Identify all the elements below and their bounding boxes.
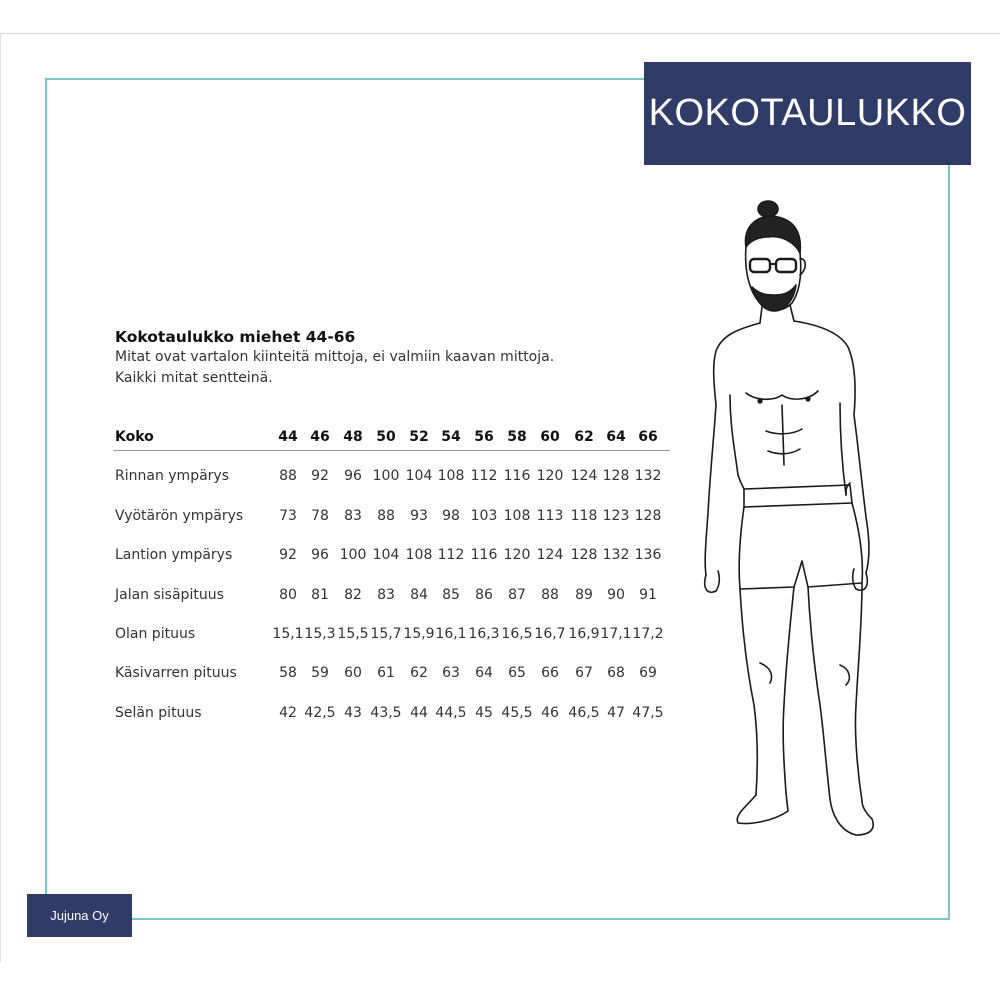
measurement-cell: 47,5 — [632, 705, 664, 721]
measurement-cell: 124 — [536, 547, 564, 563]
measurement-row-label: Rinnan ympärys — [115, 468, 229, 484]
measurement-cell: 42,5 — [304, 705, 336, 721]
measurement-cell: 42 — [279, 705, 297, 721]
measurement-cell: 132 — [602, 547, 630, 563]
measurement-cell: 45,5 — [501, 705, 533, 721]
measurement-cell: 128 — [570, 547, 598, 563]
top-divider — [0, 33, 1000, 34]
measurement-cell: 108 — [437, 468, 465, 484]
measurement-row-label: Jalan sisäpituus — [115, 587, 224, 603]
description-line-2: Kaikki mitat sentteinä. — [115, 370, 273, 386]
measurement-cell: 78 — [311, 508, 329, 524]
measurement-row-label: Selän pituus — [115, 705, 202, 721]
measurement-cell: 58 — [279, 665, 297, 681]
size-header-50: 50 — [376, 429, 396, 445]
measurement-cell: 81 — [311, 587, 329, 603]
measurement-cell: 104 — [372, 547, 400, 563]
measurement-cell: 88 — [377, 508, 395, 524]
size-header-60: 60 — [540, 429, 560, 445]
header-divider — [113, 450, 670, 451]
page-title: KOKOTAULUKKO — [644, 62, 971, 165]
measurement-cell: 116 — [503, 468, 531, 484]
measurement-cell: 88 — [541, 587, 559, 603]
measurement-cell: 59 — [311, 665, 329, 681]
measurement-cell: 45 — [475, 705, 493, 721]
measurement-cell: 68 — [607, 665, 625, 681]
man-figure-illustration — [690, 195, 910, 845]
measurement-cell: 112 — [437, 547, 465, 563]
measurement-cell: 66 — [541, 665, 559, 681]
measurement-cell: 132 — [634, 468, 662, 484]
measurement-cell: 112 — [470, 468, 498, 484]
measurement-cell: 116 — [470, 547, 498, 563]
measurement-cell: 100 — [339, 547, 367, 563]
measurement-cell: 15,1 — [272, 626, 304, 642]
measurement-cell: 120 — [536, 468, 564, 484]
measurement-cell: 69 — [639, 665, 657, 681]
measurement-cell: 43 — [344, 705, 362, 721]
measurement-row-label: Vyötärön ympärys — [115, 508, 244, 524]
left-divider — [0, 33, 1, 963]
size-header-label: Koko — [115, 429, 154, 445]
measurement-cell: 63 — [442, 665, 460, 681]
size-header-64: 64 — [606, 429, 626, 445]
measurement-cell: 128 — [634, 508, 662, 524]
measurement-cell: 73 — [279, 508, 297, 524]
measurement-cell: 15,5 — [337, 626, 369, 642]
measurement-cell: 89 — [575, 587, 593, 603]
measurement-cell: 17,2 — [632, 626, 664, 642]
measurement-cell: 123 — [602, 508, 630, 524]
size-header-46: 46 — [310, 429, 330, 445]
measurement-cell: 120 — [503, 547, 531, 563]
table-heading: Kokotaulukko miehet 44-66 — [115, 328, 356, 346]
measurement-cell: 60 — [344, 665, 362, 681]
measurement-cell: 15,9 — [403, 626, 435, 642]
measurement-cell: 16,5 — [501, 626, 533, 642]
measurement-cell: 17,1 — [600, 626, 632, 642]
measurement-cell: 44 — [410, 705, 428, 721]
size-header-48: 48 — [343, 429, 363, 445]
description-line-1: Mitat ovat vartalon kiinteitä mittoja, ei valmiin kaavan mittoja. — [115, 349, 555, 365]
measurement-cell: 16,9 — [568, 626, 600, 642]
measurement-cell: 96 — [311, 547, 329, 563]
measurement-row-label: Käsivarren pituus — [115, 665, 237, 681]
measurement-cell: 61 — [377, 665, 395, 681]
measurement-cell: 104 — [405, 468, 433, 484]
measurement-cell: 65 — [508, 665, 526, 681]
measurement-cell: 16,3 — [468, 626, 500, 642]
size-header-62: 62 — [574, 429, 594, 445]
measurement-cell: 103 — [470, 508, 498, 524]
measurement-cell: 124 — [570, 468, 598, 484]
size-header-56: 56 — [474, 429, 494, 445]
measurement-row-label: Olan pituus — [115, 626, 196, 642]
measurement-cell: 84 — [410, 587, 428, 603]
measurement-cell: 98 — [442, 508, 460, 524]
measurement-cell: 108 — [405, 547, 433, 563]
measurement-cell: 113 — [536, 508, 564, 524]
measurement-cell: 46 — [541, 705, 559, 721]
measurement-cell: 47 — [607, 705, 625, 721]
measurement-cell: 82 — [344, 587, 362, 603]
company-footer: Jujuna Oy — [27, 894, 132, 937]
measurement-cell: 88 — [279, 468, 297, 484]
measurement-cell: 92 — [279, 547, 297, 563]
measurement-cell: 83 — [377, 587, 395, 603]
measurement-cell: 62 — [410, 665, 428, 681]
measurement-cell: 118 — [570, 508, 598, 524]
measurement-cell: 46,5 — [568, 705, 600, 721]
measurement-cell: 15,7 — [370, 626, 402, 642]
measurement-cell: 87 — [508, 587, 526, 603]
measurement-cell: 44,5 — [435, 705, 467, 721]
measurement-cell: 91 — [639, 587, 657, 603]
size-header-66: 66 — [638, 429, 658, 445]
measurement-cell: 16,7 — [534, 626, 566, 642]
measurement-cell: 83 — [344, 508, 362, 524]
measurement-cell: 128 — [602, 468, 630, 484]
size-header-58: 58 — [507, 429, 527, 445]
measurement-cell: 86 — [475, 587, 493, 603]
measurement-cell: 90 — [607, 587, 625, 603]
measurement-cell: 92 — [311, 468, 329, 484]
measurement-cell: 108 — [503, 508, 531, 524]
measurement-cell: 93 — [410, 508, 428, 524]
size-header-44: 44 — [278, 429, 298, 445]
measurement-cell: 16,1 — [435, 626, 467, 642]
measurement-cell: 64 — [475, 665, 493, 681]
measurement-cell: 67 — [575, 665, 593, 681]
measurement-cell: 85 — [442, 587, 460, 603]
measurement-cell: 15,3 — [304, 626, 336, 642]
measurement-cell: 96 — [344, 468, 362, 484]
measurement-cell: 136 — [634, 547, 662, 563]
measurement-cell: 100 — [372, 468, 400, 484]
size-header-52: 52 — [409, 429, 429, 445]
size-header-54: 54 — [441, 429, 461, 445]
measurement-row-label: Lantion ympärys — [115, 547, 233, 563]
measurement-cell: 43,5 — [370, 705, 402, 721]
measurement-cell: 80 — [279, 587, 297, 603]
